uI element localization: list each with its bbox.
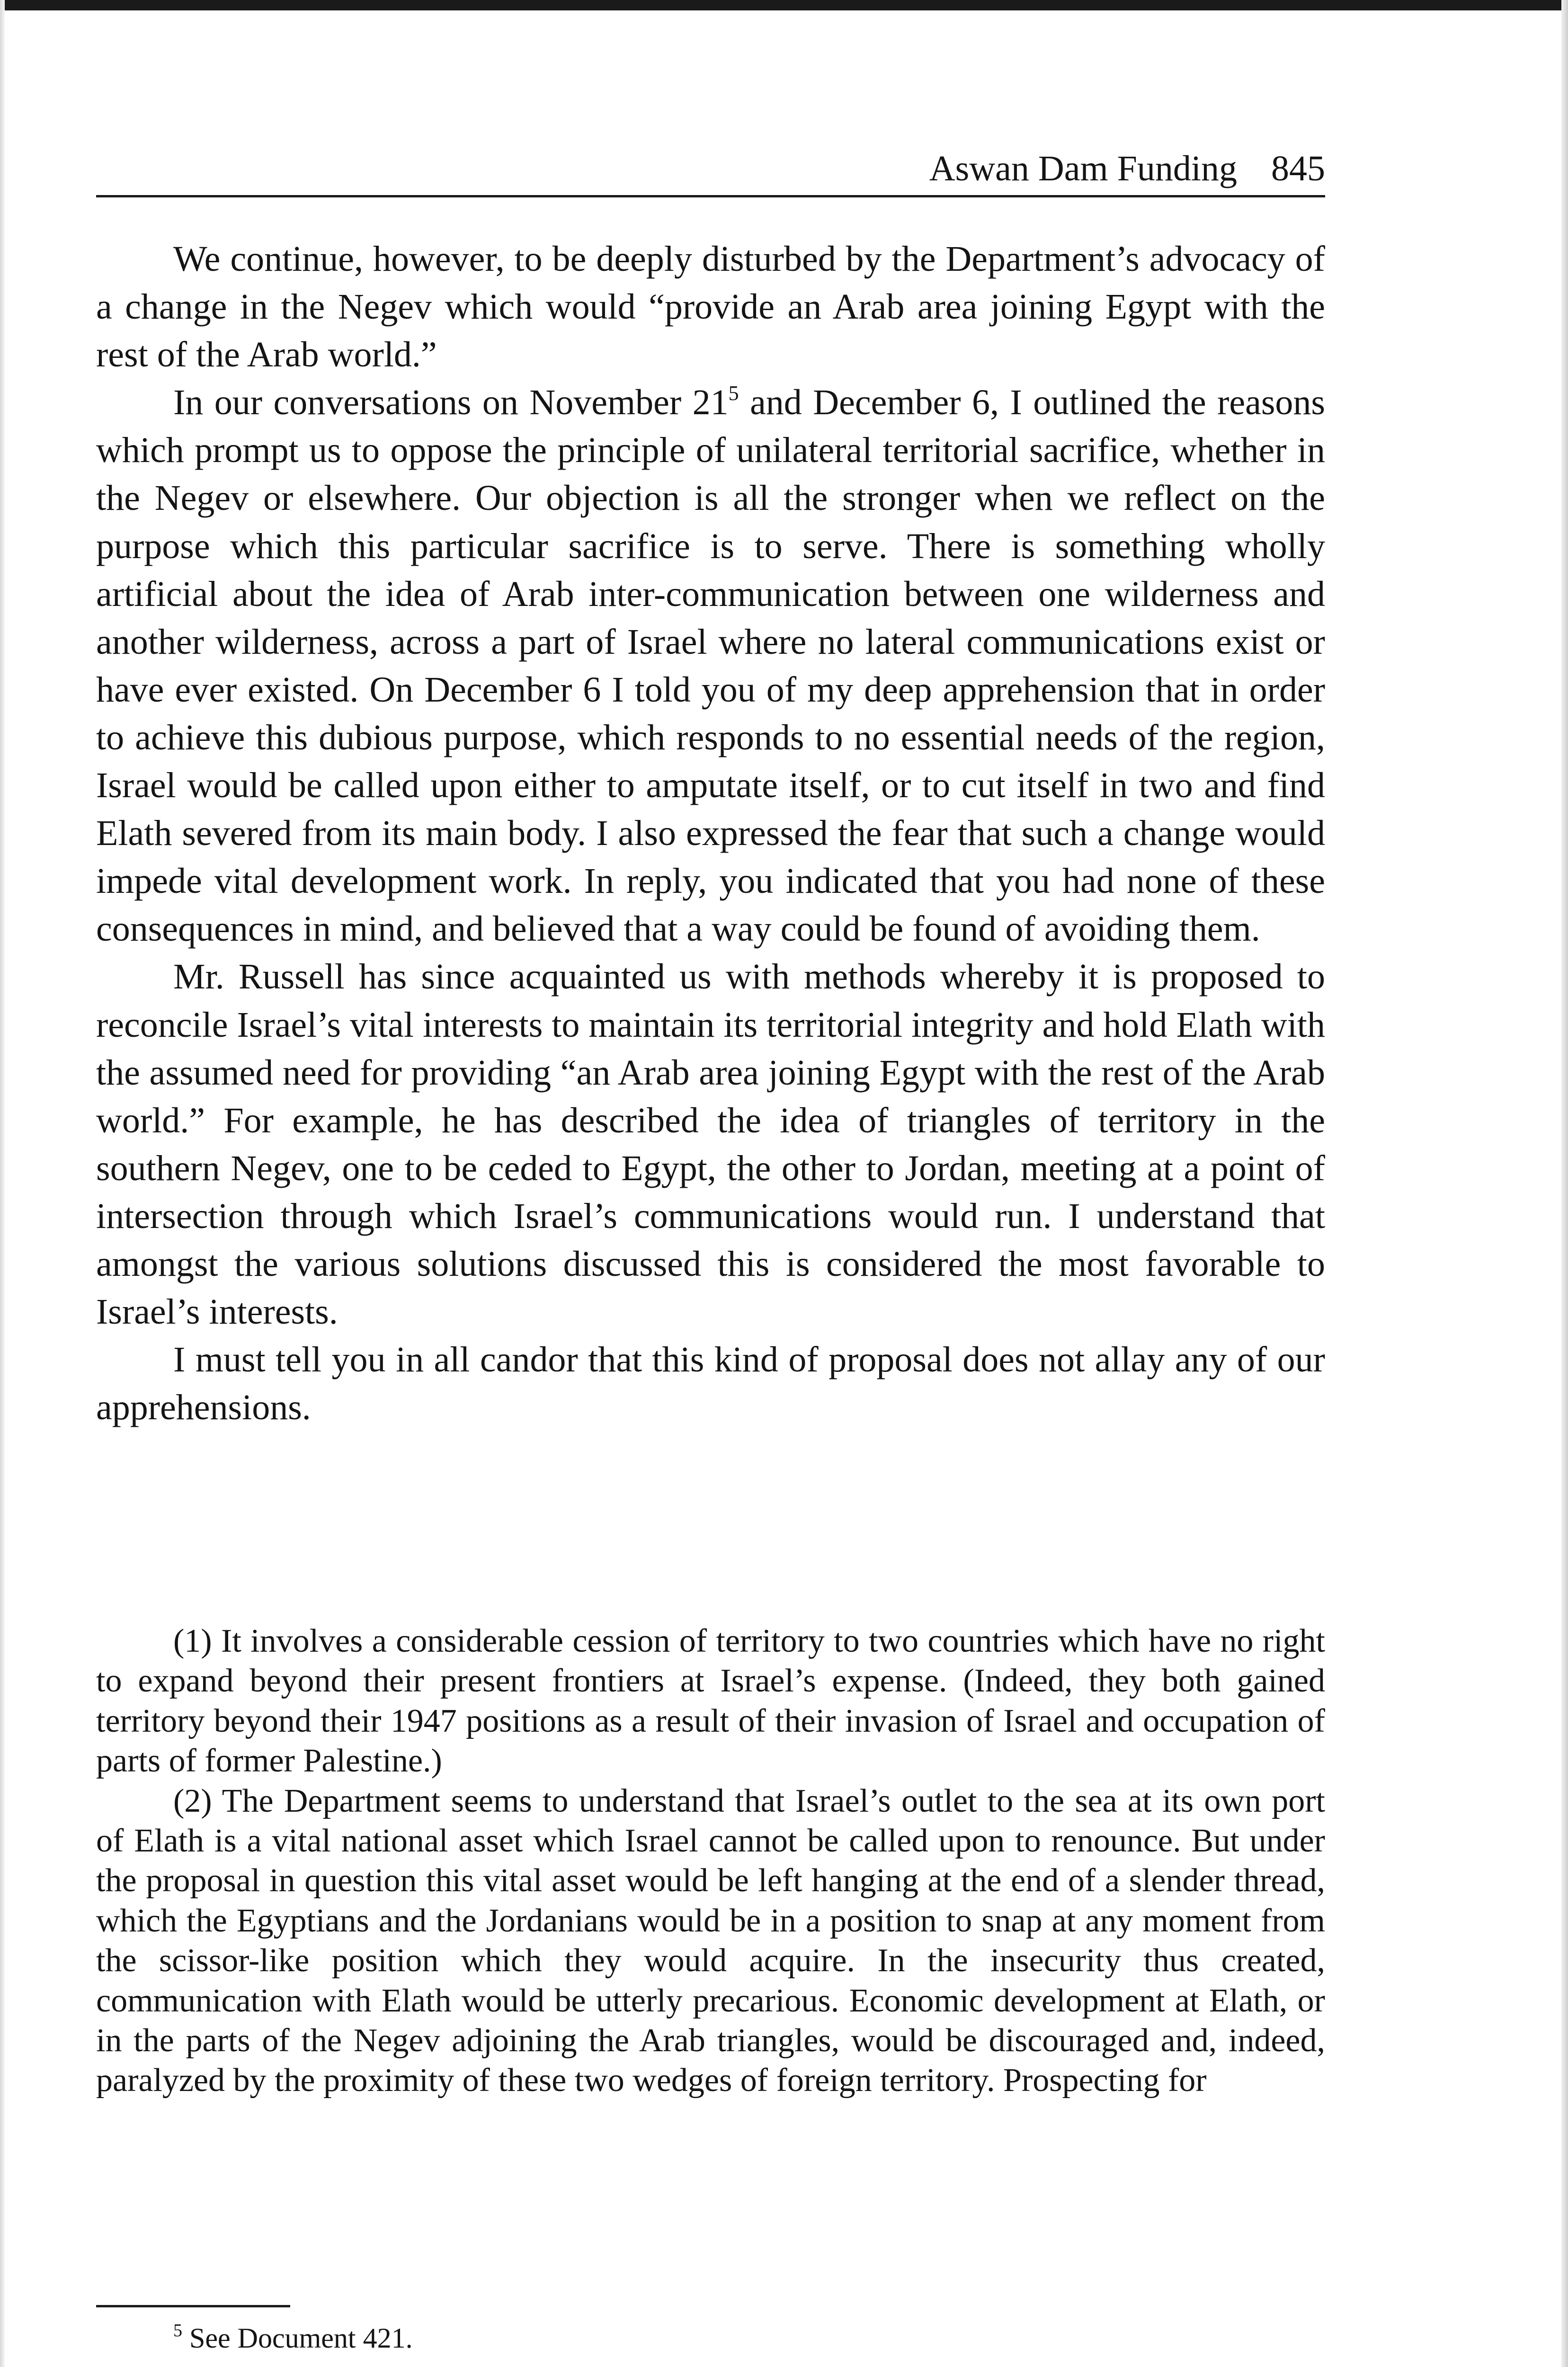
- point-1: (1) It involves a considerable cession of territory to two countries which have no right to expand beyond their present frontiers at Israel’s expense. (Indeed, they both gained territory beyond their 1947 positions as a result of their invasion of Israel and occupation of parts of former Palestine.): [96, 1623, 1325, 1780]
- point-2: (2) The Department seems to understand that Israel’s outlet to the sea at its own port of Elath is a vital national asset which Israel cannot be called upon to renounce. But under the proposal in question this vital asset would be left hanging at the end of a slender thread, which the Egyptians and the Jordanians would be in a position to snap at any moment from the scissor-like position which they would acquire. In the insecurity thus created, communication with Elath would be utterly precarious. Economic development at Elath, or in the parts of the Negev adjoining the Arab triangles, would be discouraged and, indeed, paralyzed by the proximity of these two wedges of foreign territory. Prospecting for: [96, 1782, 1325, 2099]
- footnote-marker: 5: [173, 2321, 182, 2340]
- top-edge-rule: [0, 0, 1568, 10]
- footnote-text: See Document 421.: [182, 2323, 413, 2354]
- paragraph-2-rest: and December 6, I outlined the reasons which prompt us to oppose the principle of unilateral territorial sacrifice, whether in the Negev or elsewhere. Our objection is all the stronger when we reflect on the purpose which this particular sacrifice is to serve. There is something wholly artificial about the idea of Arab inter-communication between one wilderness and another wilderness, across a part of Israel where no lateral communications exist or have ever existed. On December 6 I told you of my deep apprehension that in order to achieve this dubious purpose, which responds to no essential needs of the region, Israel would be called upon either to amputate itself, or to cut itself in two and find Elath severed from its main body. I also expressed the fear that such a change would impede vital development work. In reply, you indicated that you had none of these consequences in mind, and believed that a way could be found of avoiding them.: [96, 383, 1325, 949]
- quoted-points: [96, 1621, 1325, 2101]
- body-text: [96, 235, 1325, 1432]
- right-page-edge: [1561, 0, 1568, 2367]
- running-head-title: Aswan Dam Funding: [929, 149, 1237, 188]
- paragraph-2: [96, 379, 1325, 953]
- page-number: 845: [1271, 149, 1325, 188]
- paragraph-1: We continue, however, to be deeply disturbed by the Department’s advocacy of a change in the Negev which would “provide an Arab area joining Egypt with the rest of the Arab world.”: [96, 239, 1325, 375]
- left-page-edge: [0, 0, 5, 2367]
- footnote: [173, 2320, 413, 2357]
- footnote-rule: [96, 2305, 290, 2307]
- running-head: [929, 151, 1325, 187]
- running-head-rule: [96, 195, 1325, 197]
- footnote-reference[interactable]: 5: [728, 382, 739, 405]
- paragraph-3: Mr. Russell has since acquainted us with methods whereby it is proposed to reconcile Israel’s vital interests to maintain its territorial integrity and hold Elath with the assumed need for providing “an Arab area joining Egypt with the rest of the Arab world.” For example, he has described the idea of triangles of territory in the southern Negev, one to be ceded to Egypt, the other to Jordan, meeting at a point of intersection through which Israel’s communications would run. I understand that amongst the various solutions discussed this is considered the most favorable to Israel’s interests.: [96, 957, 1325, 1332]
- paragraph-2-start: In our conversations on November 21: [173, 383, 729, 423]
- paragraph-4: I must tell you in all candor that this kind of proposal does not allay any of our apprehensions.: [96, 1340, 1325, 1428]
